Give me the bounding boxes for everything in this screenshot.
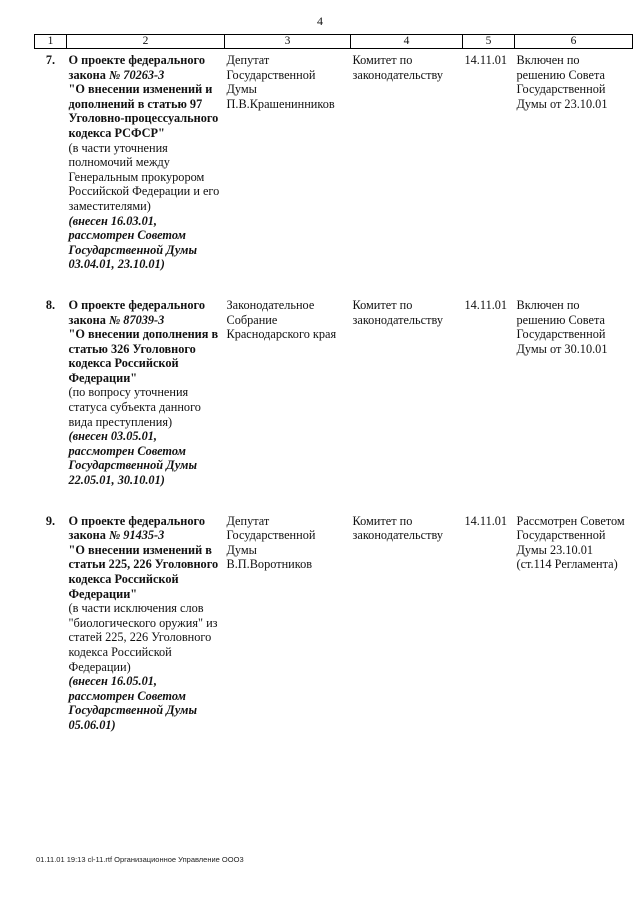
bill-author: Законодательное Собрание Краснодарского края bbox=[226, 297, 337, 342]
bill-description bbox=[67, 53, 225, 272]
bill-number: № 70263-3 bbox=[108, 67, 165, 82]
header-cell: 6 bbox=[515, 35, 633, 49]
bill-subject: "О внесении изменений и дополнений в статью 97 Уголовно-процессуального кодекса РСФСР" bbox=[68, 82, 219, 140]
bill-title-line: закона bbox=[68, 528, 109, 543]
bill-status: (внесен 16.03.01, рассмотрен Советом Государственной Думы 03.04.01, 23.10.01) bbox=[68, 213, 197, 272]
bill-title-line: О проекте федерального bbox=[68, 297, 205, 312]
bill-subject: "О внесении дополнения в статью 326 Уголовного кодекса Российской Федерации" bbox=[68, 327, 219, 385]
review-date: 14.11.01 bbox=[464, 513, 508, 528]
bill-author: Депутат Государственной Думы В.П.Воротников bbox=[226, 513, 316, 572]
page-number: 4 bbox=[317, 14, 323, 28]
responsible-committee: Комитет по законодательству bbox=[352, 297, 444, 327]
row-number: 9. bbox=[45, 513, 56, 528]
header-cell: 4 bbox=[351, 35, 463, 49]
responsible-committee: Комитет по законодательству bbox=[352, 513, 444, 543]
table-row bbox=[35, 53, 633, 272]
bill-title-line: закона bbox=[68, 312, 109, 327]
header-cell: 2 bbox=[67, 35, 225, 49]
bill-title-line: закона bbox=[68, 67, 109, 82]
bill-author: Депутат Государственной Думы П.В.Крашенинников bbox=[226, 53, 335, 111]
header-cell: 5 bbox=[463, 35, 515, 49]
review-date: 14.11.01 bbox=[464, 297, 508, 312]
row-number: 7. bbox=[45, 53, 56, 67]
review-date: 14.11.01 bbox=[464, 53, 508, 67]
decision-note: Включен по решению Совета Государственной Думы от 23.10.01 bbox=[516, 53, 608, 111]
responsible-committee: Комитет по законодательству bbox=[352, 53, 444, 82]
bill-description bbox=[67, 298, 225, 488]
bill-description bbox=[67, 514, 225, 733]
row-number: 8. bbox=[45, 297, 56, 312]
bill-title-line: О проекте федерального bbox=[68, 53, 205, 67]
bill-status: (внесен 16.05.01, рассмотрен Советом Государственной Думы 05.06.01) bbox=[68, 674, 197, 732]
table-row bbox=[35, 514, 633, 733]
table-row bbox=[35, 298, 633, 488]
agenda-table bbox=[34, 34, 633, 733]
header-row bbox=[35, 35, 633, 49]
header-cell: 1 bbox=[35, 35, 67, 49]
bill-note: (в части уточнения полномочий между Генеральным прокурором Российской Федерации и его заместителями) bbox=[68, 140, 220, 213]
bill-number: № 87039-3 bbox=[108, 312, 165, 327]
bill-subject: "О внесении изменений в статьи 225, 226 Уголовного кодекса Российской Федерации" bbox=[68, 542, 219, 601]
header-cell: 3 bbox=[225, 35, 351, 49]
decision-note: Рассмотрен Советом Государственной Думы 23.10.01 (ст.114 Регламента) bbox=[516, 513, 625, 572]
bill-number: № 91435-3 bbox=[108, 528, 165, 543]
bill-note: (в части исключения слов "биологического оружия" из статей 225, 226 Уголовного кодекса Российской Федерации) bbox=[68, 601, 218, 674]
decision-note: Включен по решению Совета Государственной Думы от 30.10.01 bbox=[516, 297, 608, 356]
bill-title-line: О проекте федерального bbox=[68, 513, 205, 528]
bill-note: (по вопросу уточнения статуса субъекта данного вида преступления) bbox=[68, 385, 201, 429]
bill-status: (внесен 03.05.01, рассмотрен Советом Государственной Думы 22.05.01, 30.10.01) bbox=[68, 429, 197, 488]
document-footer: 01.11.01 19:13 cl-11.rtf Организационное Управление ООО3 bbox=[36, 855, 244, 864]
